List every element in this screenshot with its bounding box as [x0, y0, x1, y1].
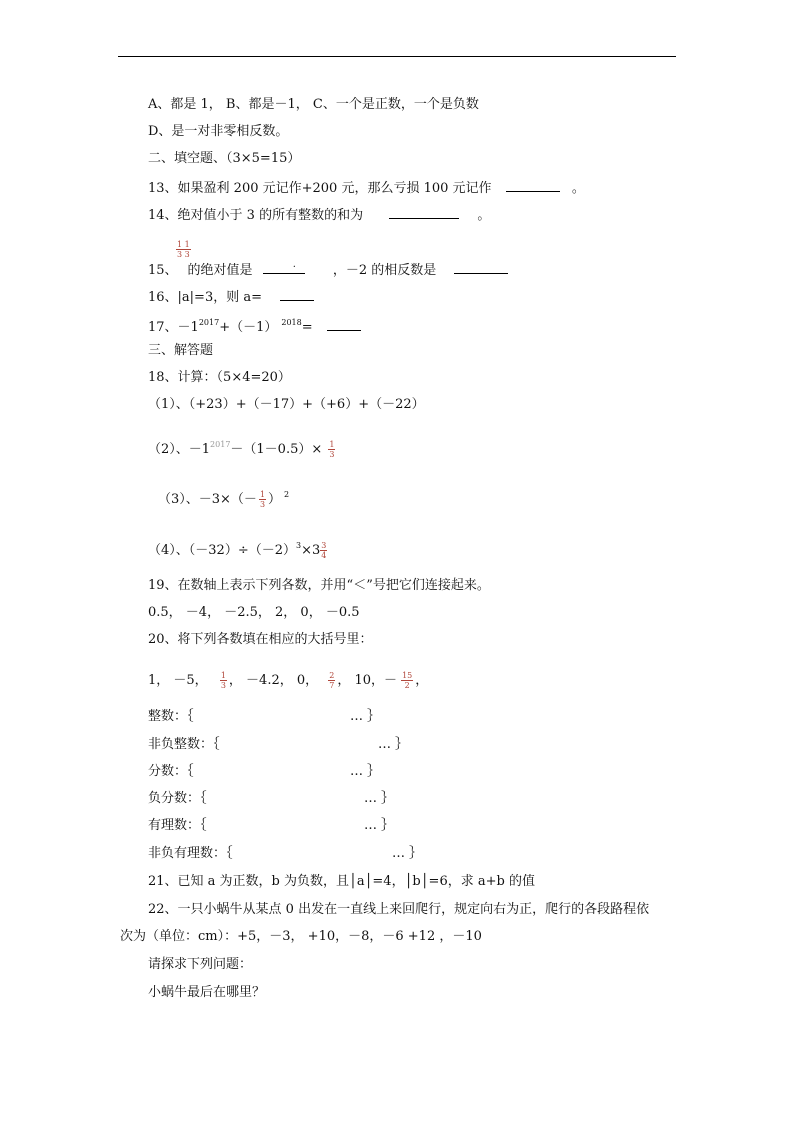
section2-title: 二、填空题、（3×5=15） [148, 151, 301, 166]
q20-f3-denominator: 2 [404, 681, 410, 690]
category-label: 负分数：｛ [148, 791, 207, 806]
q20-numbers [148, 671, 428, 690]
q16-text: 16、|a|=3，则 a= [148, 290, 262, 305]
q18-p2-fraction [328, 440, 335, 459]
q18-part-3 [158, 487, 289, 509]
category-label: 有理数：｛ [148, 818, 207, 833]
q18-p3-text-a: （3）、－3×（－ [158, 492, 257, 507]
q13-answer-blank[interactable] [506, 179, 560, 192]
q18-part-2 [148, 437, 337, 459]
q15-fraction-glyph [176, 240, 191, 259]
q20-f1-denominator: 3 [220, 681, 226, 690]
q14 [148, 206, 490, 224]
q18-part-4 [148, 538, 329, 560]
category-brace-end: … ｝ [364, 818, 395, 833]
q18-p2-numerator: 1 [329, 440, 335, 449]
category-brace-end: … ｝ [378, 737, 409, 752]
category-brace-end: … ｝ [350, 764, 381, 779]
category-label: 分数：｛ [148, 764, 194, 779]
q15-fraction-bottom: 3 3 [177, 250, 190, 259]
q20-category-rationals [148, 818, 395, 834]
q20-category-fractions [148, 764, 381, 780]
q12-option-d: D、是一对非零相反数。 [148, 124, 289, 139]
q18-title: 18、计算：（5×4=20） [148, 370, 291, 385]
q17-exponent-1: 2017 [198, 318, 220, 327]
q20-fraction-2 [328, 671, 335, 690]
q20-numbers-b: ， －4.2， 0， [228, 673, 319, 688]
q12-option-abc: A、都是 1， B、都是－1， C、一个是正数，一个是负数 [148, 97, 479, 112]
q22-line-4: 小蜗牛最后在哪里？ [148, 985, 266, 1000]
q20-category-nonneg-rationals [148, 846, 423, 862]
q15-fraction [176, 240, 191, 259]
q18-p4-text-b: ×3 [301, 543, 321, 558]
q17-answer-blank[interactable] [327, 318, 361, 331]
q15-answer-blank-2[interactable] [454, 261, 508, 274]
q18-p3-denominator: 3 [259, 500, 266, 509]
q18-p3-fraction [259, 490, 266, 509]
q18-part-1: （1）、（+23）+（－17）+（+6）+（－22） [148, 397, 425, 412]
q20-numbers-c: ， 10，－ [337, 673, 398, 688]
q13-end: 。 [571, 181, 585, 196]
q17-part-b: +（－1） [219, 320, 278, 335]
q13 [148, 179, 585, 197]
q14-text: 14、绝对值小于 3 的所有整数的和为 [148, 208, 364, 223]
category-label: 整数：｛ [148, 709, 194, 724]
q17-part-a: 17、－1 [148, 320, 199, 335]
q17-equals: = [301, 320, 313, 335]
q13-text: 13、如果盈利 200 元记作+200 元，那么亏损 100 元记作 [148, 181, 492, 196]
category-label: 非负整数：｛ [148, 737, 220, 752]
q18-p4-exponent: 3 [295, 541, 302, 550]
q18-p4-numerator: 3 [321, 541, 327, 550]
q20-category-neg-fractions [148, 791, 395, 807]
q20-category-nonneg-integers [148, 737, 409, 753]
q22-line-2: 次为（单位：cm）：+5，－3， +10，－8，－6 +12 ，－10 [120, 929, 482, 944]
q22-line-1: 22、一只小蜗牛从某点 0 出发在一直线上来回爬行，规定向右为正，爬行的各段路程依 [148, 902, 650, 917]
q15 [148, 261, 508, 279]
q18-p2-text-a: （2）、－1 [148, 442, 211, 457]
q18-p2-denominator: 3 [329, 450, 335, 459]
q17-exponent-2: 2018 [281, 318, 302, 327]
category-brace-end: … ｝ [350, 709, 381, 724]
category-brace-end: … ｝ [392, 846, 423, 861]
q22-line-3: 请探求下列问题： [148, 957, 253, 972]
q20-numbers-d: ， [415, 673, 429, 688]
q15-dot: . [292, 259, 296, 270]
q20-fraction-3 [401, 671, 413, 690]
q18-p3-numerator: 1 [259, 490, 266, 499]
q15-answer-blank-1[interactable] [263, 261, 305, 274]
q18-p3-text-b: ） [268, 492, 282, 507]
q14-answer-blank[interactable] [389, 206, 459, 219]
q19-numbers: 0.5， －4， －2.5， 2， 0， －0.5 [148, 605, 360, 620]
q17 [148, 315, 361, 336]
q16 [148, 288, 314, 306]
q18-p3-exponent: 2 [284, 490, 290, 499]
q20-f2-denominator: 7 [329, 681, 335, 690]
q18-p4-denominator: 4 [321, 551, 327, 560]
q19-title: 19、在数轴上表示下列各数，并用“＜”号把它们连接起来。 [148, 578, 490, 593]
q18-p4-fraction [320, 541, 327, 560]
category-label: 非负有理数：｛ [148, 846, 233, 861]
q14-end: 。 [477, 208, 491, 223]
q18-p4-text-a: （4）、（－32）÷（－2） [148, 543, 296, 558]
q20-title: 20、将下列各数填在相应的大括号里： [148, 632, 373, 647]
q15-mid: 的绝对值是 [187, 263, 253, 278]
q18-p2-text-b: －（1－0.5）× [230, 442, 323, 457]
q20-numbers-a: 1， －5， [148, 673, 208, 688]
section3-title: 三、解答题 [148, 343, 214, 358]
q16-answer-blank[interactable] [280, 288, 314, 301]
q18-p2-exponent: 2017 [210, 440, 231, 449]
q20-f2-numerator: 2 [329, 671, 335, 680]
q20-f3-numerator: 15 [402, 671, 413, 680]
q20-fraction-1 [220, 671, 227, 690]
q21: 21、已知 a 为正数，b 为负数，且│a│=4，│b│=6，求 a+b 的值 [148, 874, 535, 889]
q15-fraction-top: 1 1 [177, 240, 190, 249]
category-brace-end: … ｝ [364, 791, 395, 806]
q15-label: 15、 [148, 263, 178, 278]
q20-f1-numerator: 1 [220, 671, 226, 680]
q20-category-integers [148, 709, 381, 725]
header-rule [118, 56, 676, 57]
q15-mid2: ，－2 的相反数是 [332, 263, 437, 278]
